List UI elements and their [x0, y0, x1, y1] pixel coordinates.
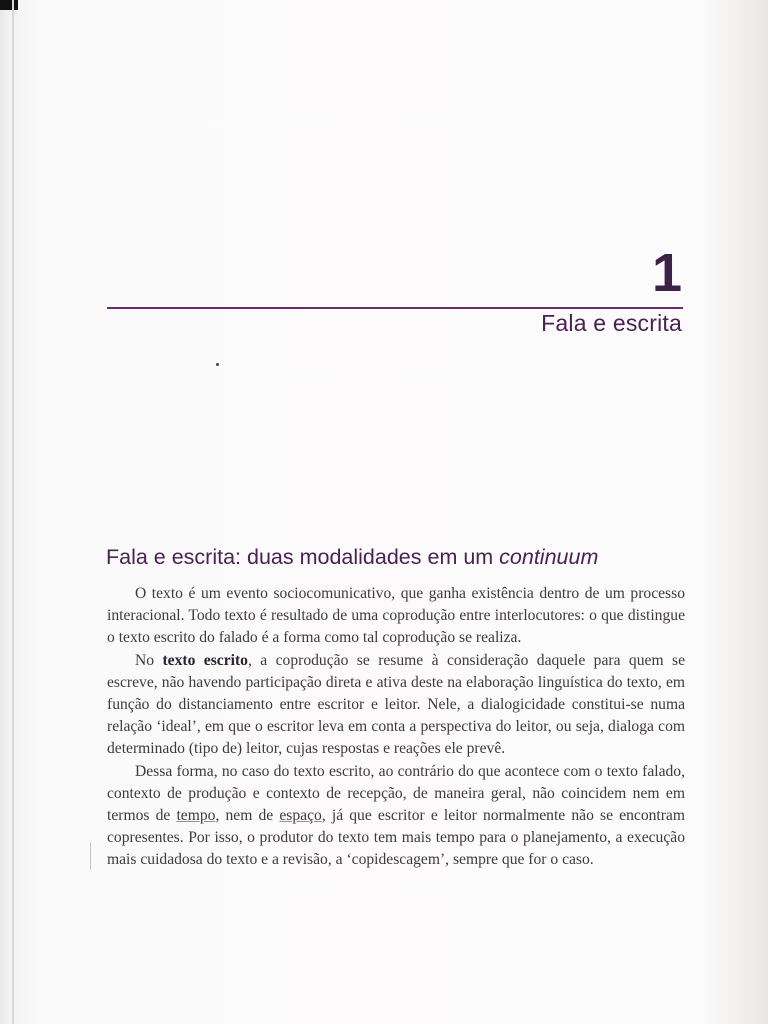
- paragraph-2: [107, 650, 685, 761]
- paragraph-3-part-b: , nem de: [215, 807, 280, 825]
- paragraph-3-part-c: , já que escritor e leitor normalmente não se encontram copresentes. Por isso, o produtor do texto tem mais tempo para o planejamento, a execução mais cuidadosa do texto e a revisão, a ‘copidescagem’, sempre que for o caso.: [107, 807, 685, 869]
- section-heading: [106, 545, 706, 570]
- term-tempo: tempo: [176, 807, 216, 825]
- chapter-rule: [107, 307, 683, 309]
- scan-corner-mark: [0, 0, 18, 10]
- section-heading-main: Fala e escrita: duas modalidades em um: [106, 545, 500, 569]
- page-edge-shadow: [12, 0, 14, 1024]
- paragraph-3-part-a: Dessa forma, no caso do texto escrito, ao contrário do que acontece com o texto falado, contexto de produção e contexto de recepção, de maneira geral, não coincidem nem em termos de: [107, 762, 685, 825]
- term-espaco: espaço: [279, 807, 322, 825]
- chapter-title: Fala e escrita: [541, 310, 682, 336]
- scan-speck: [216, 363, 219, 366]
- term-texto-escrito: texto escrito: [162, 651, 248, 669]
- section-heading-italic: continuum: [499, 545, 599, 569]
- margin-pencil-mark: [90, 842, 91, 870]
- body-text: [107, 583, 685, 872]
- paragraph-3: [107, 761, 685, 872]
- paragraph-2-rest: , a coprodução se resume à consideração daquele para quem se escreve, não havendo participação direta e ativa deste na elaboração linguística do texto, em função do distanciamento entre escritor e leitor. Nele, a dialogicidade constitui-se numa relação ‘ideal’, em que o escritor leva em conta a perspectiva do leitor, ou seja, dialoga com determinado (tipo de) leitor, cujas respostas e reações ele prevê.: [107, 651, 685, 758]
- paragraph-1: O texto é um evento sociocomunicativo, que ganha existência dentro de um processo interacional. Todo texto é resultado de uma coprodução entre interlocutores: o que distingue o texto escrito do falado é a forma como tal coprodução se realiza.: [107, 585, 685, 647]
- paragraph-2-lead: No: [135, 651, 163, 669]
- chapter-number: 1: [651, 243, 682, 303]
